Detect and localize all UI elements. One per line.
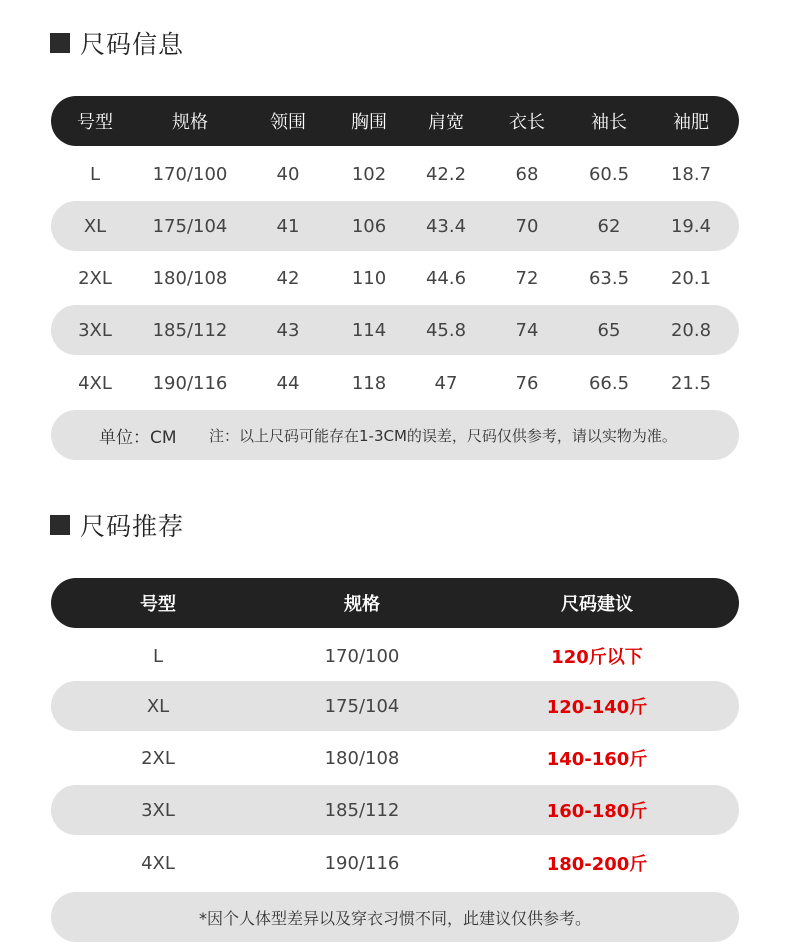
header-cell: 号型 bbox=[77, 112, 113, 133]
section-title-text: 尺码信息 bbox=[80, 30, 185, 59]
table-cell: 20.8 bbox=[670, 319, 712, 341]
unit-label: 单位：CM bbox=[99, 427, 177, 448]
table-cell: 170/100 bbox=[152, 163, 228, 185]
table-row bbox=[51, 733, 739, 783]
table-cell: 44.6 bbox=[425, 267, 467, 289]
table-cell: L bbox=[152, 645, 164, 667]
table-row bbox=[51, 305, 739, 355]
table-cell: 190/116 bbox=[324, 852, 400, 874]
header-cell: 袖肥 bbox=[673, 112, 709, 133]
table-row bbox=[51, 253, 739, 303]
table-cell: 118 bbox=[351, 372, 387, 394]
table-cell: 60.5 bbox=[588, 163, 630, 185]
header-cell: 号型 bbox=[140, 594, 176, 615]
table-row bbox=[51, 201, 739, 251]
header-cell: 肩宽 bbox=[428, 112, 464, 133]
size-info-table bbox=[51, 96, 739, 460]
table-cell: 70 bbox=[515, 215, 539, 237]
size-recommend-table bbox=[51, 578, 739, 942]
recommend-note-row bbox=[51, 892, 739, 942]
table-cell: 76 bbox=[515, 372, 539, 394]
table-cell: 18.7 bbox=[670, 163, 712, 185]
header-cell: 尺码建议 bbox=[561, 594, 633, 615]
size-note-text: 注：以上尺码可能存在1-3CM的误差，尺码仅供参考，请以实物为准。 bbox=[209, 426, 677, 445]
table-cell: 4XL bbox=[78, 372, 112, 394]
table-cell: L bbox=[89, 163, 101, 185]
table-cell: 185/112 bbox=[324, 799, 400, 821]
table-cell: 170/100 bbox=[324, 645, 400, 667]
table-cell: 42 bbox=[276, 267, 300, 289]
recommend-weight: 120斤以下 bbox=[551, 647, 643, 668]
section-title-size-info bbox=[50, 27, 184, 59]
table-cell: 41 bbox=[276, 215, 300, 237]
table-cell: XL bbox=[146, 695, 170, 717]
table-cell: 4XL bbox=[141, 852, 175, 874]
table-cell: 44 bbox=[276, 372, 300, 394]
table-cell: 180/108 bbox=[152, 267, 228, 289]
table-cell: 190/116 bbox=[152, 372, 228, 394]
title-square-icon bbox=[50, 33, 70, 53]
table-cell: 72 bbox=[515, 267, 539, 289]
table-cell: 21.5 bbox=[670, 372, 712, 394]
table-row bbox=[51, 785, 739, 835]
table-cell: 68 bbox=[515, 163, 539, 185]
table-cell: 110 bbox=[351, 267, 387, 289]
header-cell: 胸围 bbox=[351, 112, 387, 133]
table-row bbox=[51, 681, 739, 731]
table-cell: 180/108 bbox=[324, 747, 400, 769]
size-note-row bbox=[51, 410, 739, 460]
recommend-weight: 160-180斤 bbox=[546, 801, 648, 822]
table-cell: 114 bbox=[351, 319, 387, 341]
table-cell: 65 bbox=[597, 319, 621, 341]
table-cell: 175/104 bbox=[152, 215, 228, 237]
table-cell: 2XL bbox=[141, 747, 175, 769]
table-cell: 185/112 bbox=[152, 319, 228, 341]
table-cell: 20.1 bbox=[670, 267, 712, 289]
table-cell: 43 bbox=[276, 319, 300, 341]
title-square-icon bbox=[50, 515, 70, 535]
table-cell: 45.8 bbox=[425, 319, 467, 341]
table-cell: 3XL bbox=[141, 799, 175, 821]
table-cell: 2XL bbox=[78, 267, 112, 289]
table-cell: 175/104 bbox=[324, 695, 400, 717]
table-cell: 74 bbox=[515, 319, 539, 341]
table-row bbox=[51, 838, 739, 888]
table-cell: 19.4 bbox=[670, 215, 712, 237]
table-cell: 66.5 bbox=[588, 372, 630, 394]
header-cell: 规格 bbox=[344, 594, 380, 615]
table-row bbox=[51, 149, 739, 199]
table-row bbox=[51, 631, 739, 681]
table-header bbox=[51, 578, 739, 628]
table-cell: 42.2 bbox=[425, 163, 467, 185]
recommend-weight: 180-200斤 bbox=[546, 854, 648, 875]
recommend-weight: 120-140斤 bbox=[546, 697, 648, 718]
header-cell: 衣长 bbox=[509, 112, 545, 133]
table-cell: 62 bbox=[597, 215, 621, 237]
table-row bbox=[51, 358, 739, 408]
header-cell: 规格 bbox=[172, 112, 208, 133]
section-title-text: 尺码推荐 bbox=[80, 512, 185, 541]
table-cell: XL bbox=[83, 215, 107, 237]
recommend-weight: 140-160斤 bbox=[546, 749, 648, 770]
table-cell: 102 bbox=[351, 163, 387, 185]
table-cell: 3XL bbox=[78, 319, 112, 341]
header-cell: 领围 bbox=[270, 112, 306, 133]
table-cell: 63.5 bbox=[588, 267, 630, 289]
table-cell: 47 bbox=[434, 372, 458, 394]
table-cell: 43.4 bbox=[425, 215, 467, 237]
table-header bbox=[51, 96, 739, 146]
table-cell: 40 bbox=[276, 163, 300, 185]
header-cell: 袖长 bbox=[591, 112, 627, 133]
table-cell: 106 bbox=[351, 215, 387, 237]
recommend-note-text: *因个人体型差异以及穿衣习惯不同，此建议仅供参考。 bbox=[198, 908, 591, 928]
section-title-size-recommend bbox=[50, 509, 184, 541]
